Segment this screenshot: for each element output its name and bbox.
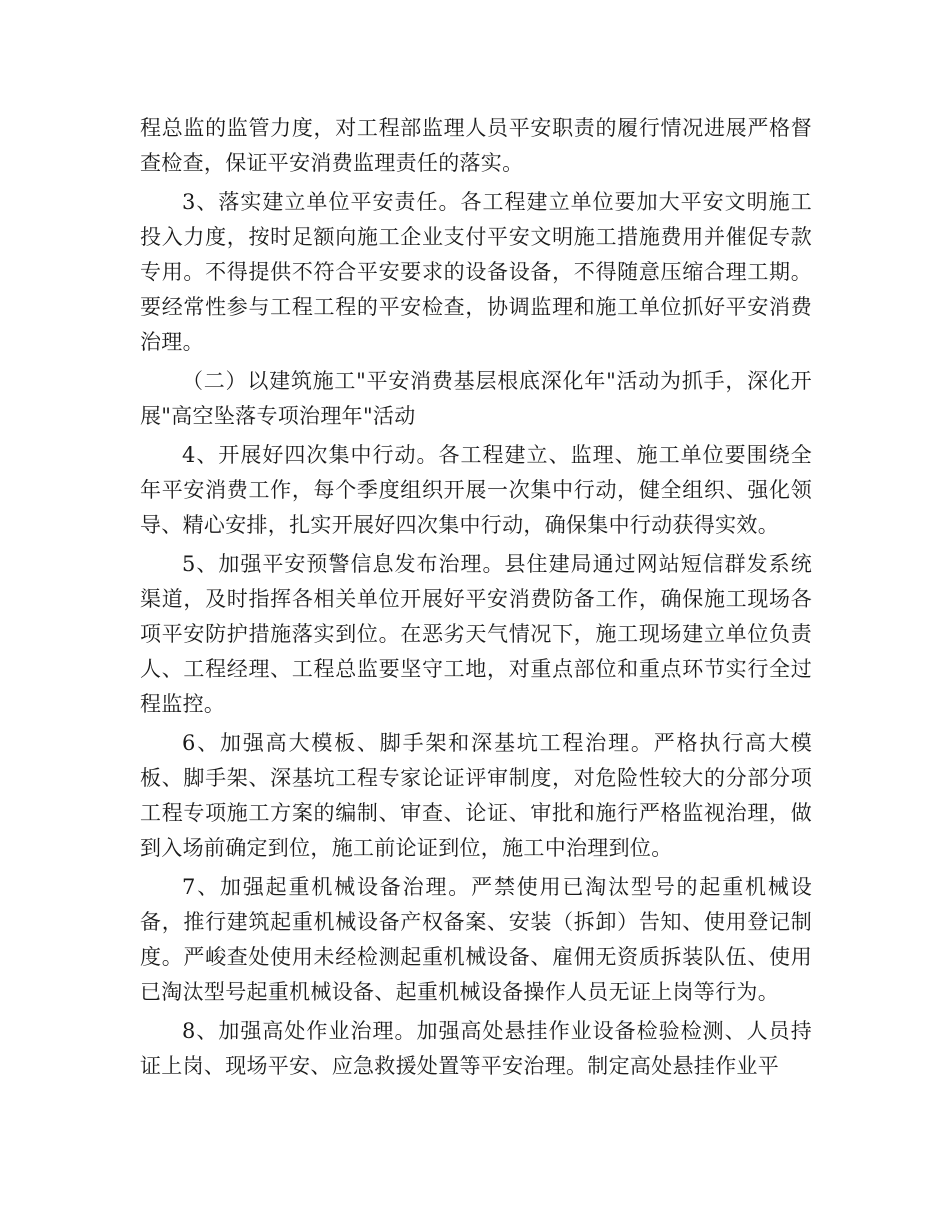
paragraph-item-8: 8、加强高处作业治理。加强高处悬挂作业设备检验检测、人员持证上岗、现场平安、应急救援处置等平安治理。制定高处悬挂作业平 bbox=[140, 1019, 812, 1078]
document-body bbox=[140, 111, 812, 1088]
paragraph-item-7: 7、加强起重机械设备治理。严禁使用已淘汰型号的起重机械设备，推行建筑起重机械设备产权备案、安装（拆卸）告知、使用登记制度。严峻查处使用未经检测起重机械设备、雇佣无资质拆装队伍、使用已淘汰型号起重机械设备、起重机械设备操作人员无证上岗等行为。 bbox=[140, 875, 812, 1004]
paragraph-continuation: 程总监的监管力度，对工程部监理人员平安职责的履行情况进展严格督查检查，保证平安消费监理责任的落实。 bbox=[140, 116, 812, 175]
paragraph-item-4: 4、开展好四次集中行动。各工程建立、监理、施工单位要围绕全年平安消费工作，每个季度组织开展一次集中行动，健全组织、强化领导、精心安排，扎实开展好四次集中行动，确保集中行动获得实效。 bbox=[140, 443, 812, 537]
paragraph-item-3: 3、落实建立单位平安责任。各工程建立单位要加大平安文明施工投入力度，按时足额向施工企业支付平安文明施工措施费用并催促专款专用。不得提供不符合平安要求的设备设备，不得随意压缩合理工期。要经常性参与工程工程的平安检查，协调监理和施工单位抓好平安消费治理。 bbox=[140, 190, 812, 354]
section-heading-2: （二）以建筑施工"平安消费基层根底深化年"活动为抓手，深化开展"高空坠落专项治理年"活动 bbox=[140, 369, 812, 428]
paragraph-item-6: 6、加强高大模板、脚手架和深基坑工程治理。严格执行高大模板、脚手架、深基坑工程专家论证评审制度，对危险性较大的分部分项工程专项施工方案的编制、审查、论证、审批和施行严格监视治理，做到入场前确定到位，施工前论证到位，施工中治理到位。 bbox=[140, 731, 812, 860]
paragraph-item-5: 5、加强平安预警信息发布治理。县住建局通过网站短信群发系统渠道，及时指挥各相关单位开展好平安消费防备工作，确保施工现场各项平安防护措施落实到位。在恶劣天气情况下，施工现场建立单位负责人、工程经理、工程总监要坚守工地，对重点部位和重点环节实行全过程监控。 bbox=[140, 552, 812, 716]
